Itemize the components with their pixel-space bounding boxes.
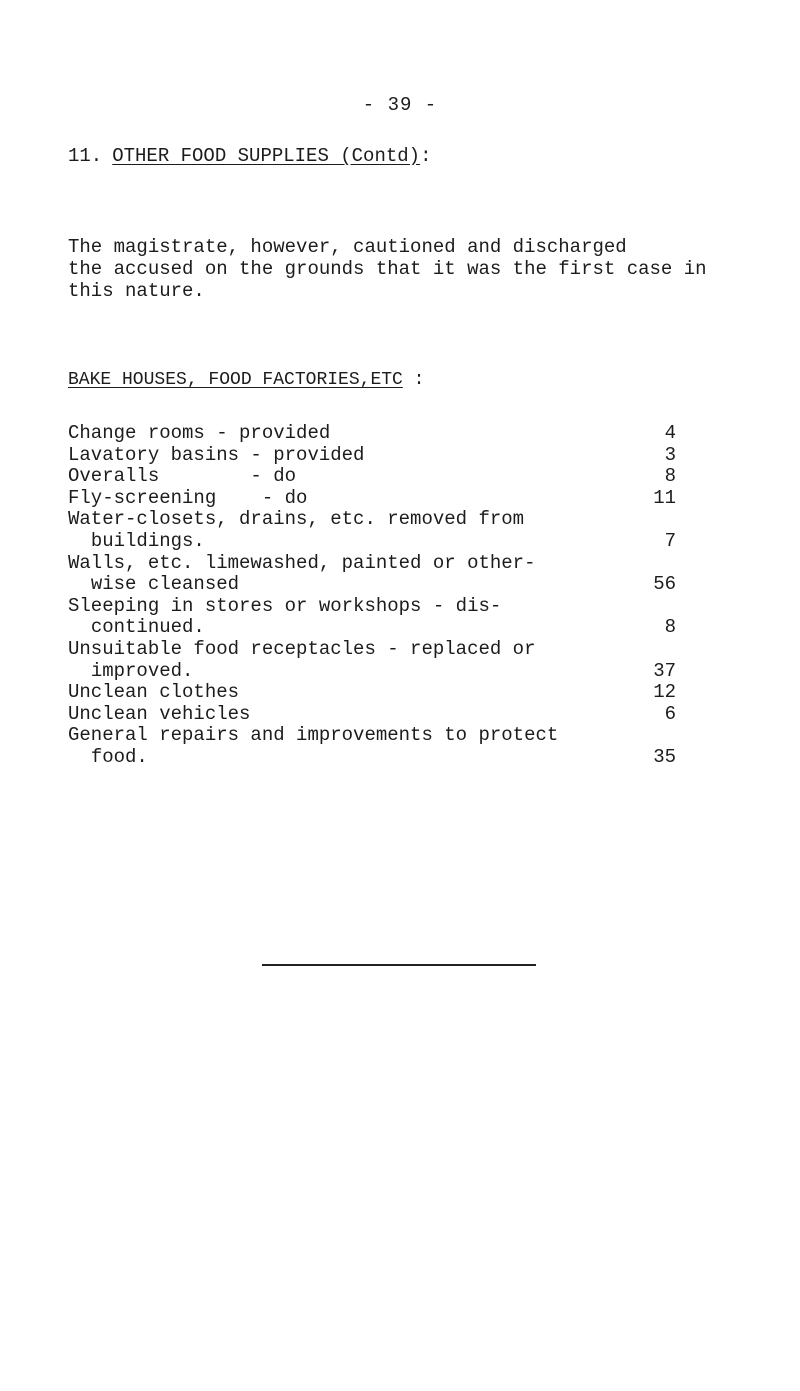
section-heading <box>68 145 431 167</box>
list-item <box>68 465 676 488</box>
item-label: Unclean vehicles <box>68 702 251 725</box>
list-item <box>68 724 676 768</box>
item-label: Unsuitable food receptacles - replaced or improved. <box>68 637 536 682</box>
item-label: Sleeping in stores or workshops - dis- continued. <box>68 594 502 639</box>
list-item <box>68 443 676 467</box>
list-item <box>68 486 676 510</box>
item-value: 12 <box>653 681 676 704</box>
page-number: - 39 - <box>362 94 438 116</box>
item-label: Unclean clothes <box>68 681 240 704</box>
item-value: 37 <box>653 659 676 682</box>
item-label: General repairs and improvements to protect food. <box>68 724 559 768</box>
item-value: 8 <box>664 616 676 639</box>
item-label: Walls, etc. limewashed, painted or other- wise cleansed <box>68 551 536 596</box>
list-item <box>68 681 676 704</box>
item-value: 8 <box>664 465 676 488</box>
list-item <box>68 594 676 639</box>
body-paragraph: The magistrate, however, cautioned and discharged the accused on the grounds that it was the first case in this nature. <box>68 236 707 302</box>
item-label: Change rooms - provided <box>68 422 331 444</box>
subsection-title: BAKE HOUSES, FOOD FACTORIES,ETC <box>68 370 403 390</box>
items-list <box>68 422 676 769</box>
section-suffix: : <box>420 145 432 167</box>
item-label: Overalls - do <box>68 465 297 488</box>
item-value: 35 <box>653 745 676 768</box>
item-value: 7 <box>664 529 676 552</box>
list-item <box>68 422 676 445</box>
item-value: 56 <box>653 573 676 596</box>
item-value: 6 <box>664 702 676 725</box>
item-value: 11 <box>653 486 676 509</box>
item-label: Water-closets, drains, etc. removed from buildings. <box>68 508 525 552</box>
list-item <box>68 508 676 552</box>
item-label: Fly-screening - do <box>68 486 308 509</box>
subsection-suffix: : <box>402 370 425 390</box>
list-item <box>68 637 676 682</box>
section-title: OTHER FOOD SUPPLIES (Contd) <box>112 145 421 167</box>
section-divider <box>262 964 536 966</box>
item-value: 3 <box>664 443 676 466</box>
item-value: 4 <box>664 422 676 444</box>
list-item <box>68 702 676 726</box>
list-item <box>68 551 676 596</box>
subsection-heading <box>68 370 424 390</box>
section-number: 11. <box>68 145 103 167</box>
item-label: Lavatory basins - provided <box>68 443 365 466</box>
